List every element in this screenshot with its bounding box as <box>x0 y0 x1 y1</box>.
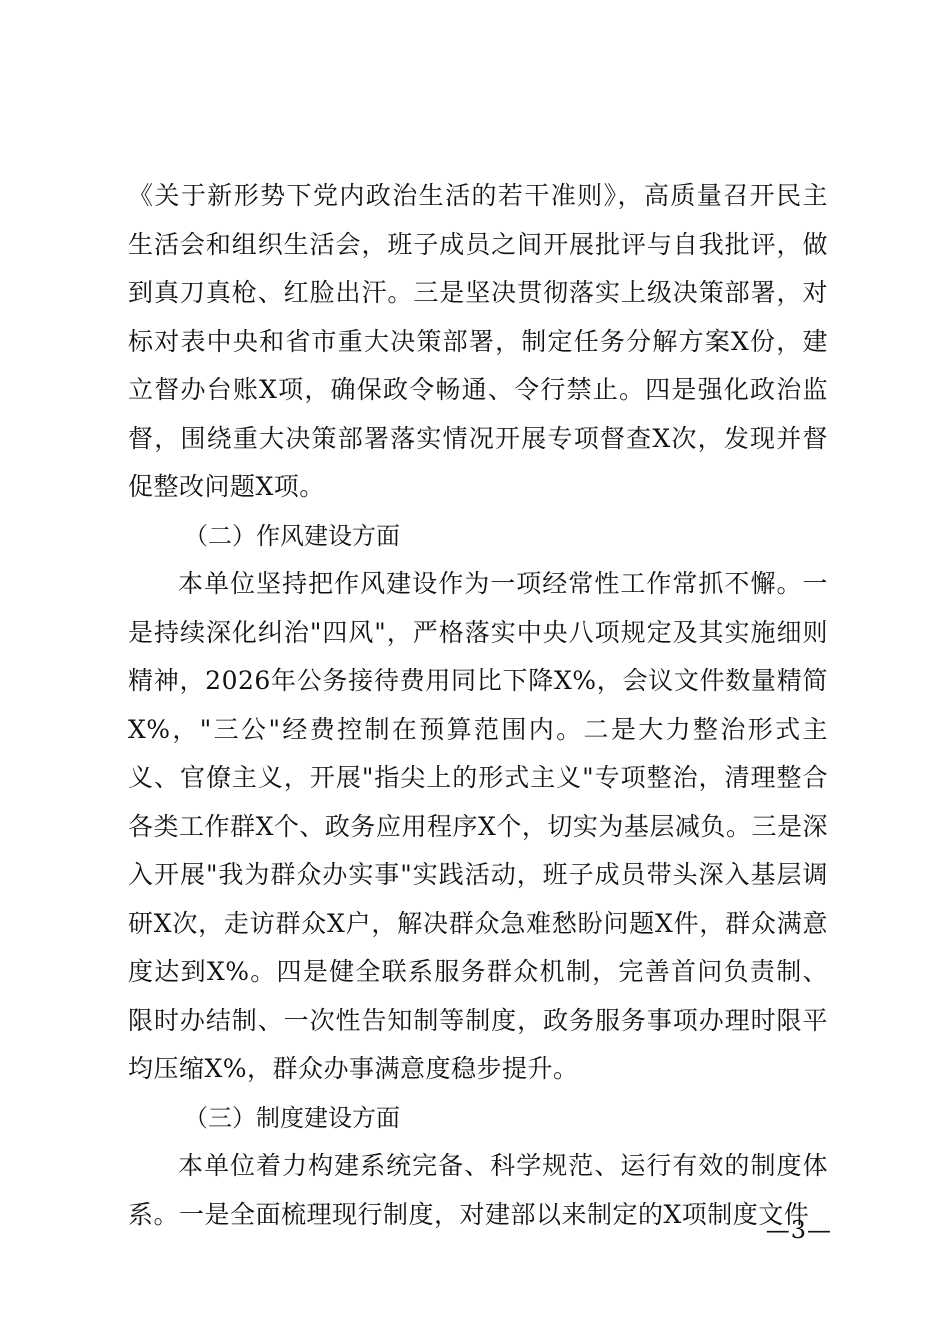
section-heading-institution-building: （三）制度建设方面 <box>184 1103 400 1132</box>
section-heading-work-style: （二）作风建设方面 <box>184 521 400 550</box>
paragraph-institution-building: 本单位着力构建系统完备、科学规范、运行有效的制度体系。一是全面梳理现行制度，对建部以来制定的X项制度文件 <box>128 1151 828 1229</box>
document-body <box>128 172 828 1239</box>
page-number: —3— <box>765 1216 832 1244</box>
paragraph-work-style: 本单位坚持把作风建设作为一项经常性工作常抓不懈。一是持续深化纠治"四风"，严格落实中央八项规定及其实施细则精神，2026年公务接待费用同比下降X%，会议文件数量精简X%，"三公"经费控制在预算范围内。二是大力整治形式主义、官僚主义，开展"指尖上的形式主义"专项整治，清理整合各类工作群X个、政务应用程序X个，切实为基层减负。三是深入开展"我为群众办实事"实践活动，班子成员带头深入基层调研X次，走访群众X户，解决群众急难愁盼问题X件，群众满意度达到X%。四是健全联系服务群众机制，完善首问负责制、限时办结制、一次性告知制等制度，政务服务事项办理时限平均压缩X%，群众办事满意度稳步提升。 <box>128 569 828 1083</box>
paragraph-political-building-continued: 《关于新形势下党内政治生活的若干准则》，高质量召开民主生活会和组织生活会，班子成员之间开展批评与自我批评，做到真刀真枪、红脸出汗。三是坚决贯彻落实上级决策部署，对标对表中央和省市重大决策部署，制定任务分解方案X份，建立督办台账X项，确保政令畅通、令行禁止。四是强化政治监督，围绕重大决策部署落实情况开展专项督查X次，发现并督促整改问题X项。 <box>128 181 828 501</box>
